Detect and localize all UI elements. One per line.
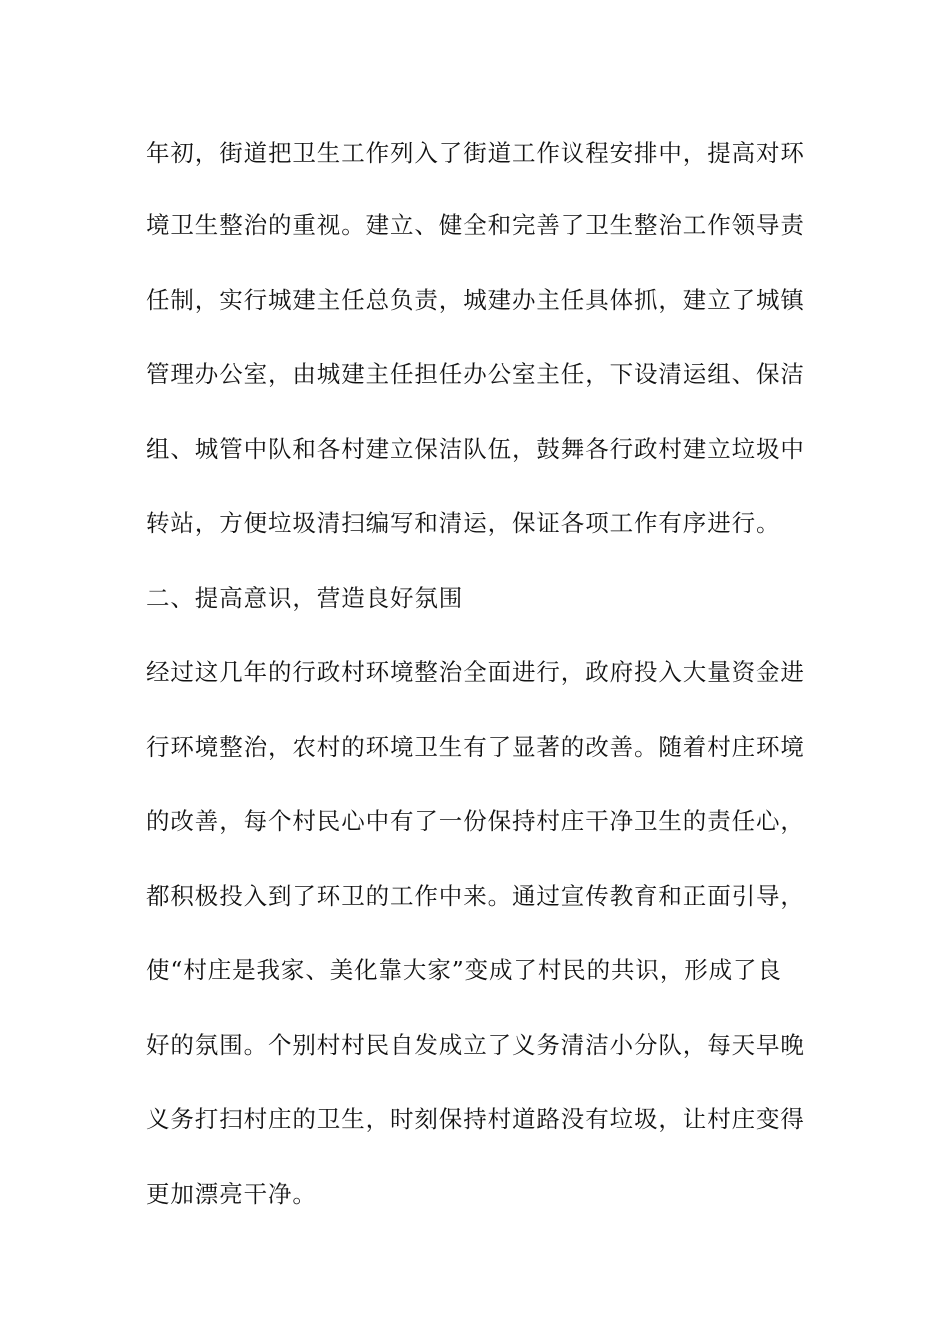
text-line: 境卫生整治的重视。建立、健全和完善了卫生整治工作领导责 [146,211,805,239]
text-line: 任制，实行城建主任总负责，城建办主任具体抓，建立了城镇 [146,286,805,314]
text-line: 都积极投入到了环卫的工作中来。通过宣传教育和正面引导， [146,882,805,910]
section-heading: 二、提高意识，营造良好氛围 [146,584,464,612]
text-line: 使“村庄是我家、美化靠大家”变成了村民的共识，形成了良 [146,956,782,984]
text-line: 义务打扫村庄的卫生，时刻保持村道路没有垃圾，让村庄变得 [146,1105,805,1133]
text-line: 组、城管中队和各村建立保洁队伍，鼓舞各行政村建立垃圾中 [146,435,805,463]
text-line: 经过这几年的行政村环境整治全面进行，政府投入大量资金进 [146,658,805,686]
text-line: 好的氛围。个别村村民自发成立了义务清洁小分队，每天早晚 [146,1031,805,1059]
text-line: 更加漂亮干净。 [146,1180,317,1208]
text-line: 年初，街道把卫生工作列入了街道工作议程安排中，提高对环 [146,139,805,167]
text-line: 转站，方便垃圾清扫编写和清运，保证各项工作有序进行。 [146,509,781,537]
text-line: 管理办公室，由城建主任担任办公室主任，下设清运组、保洁 [146,360,805,388]
text-line: 的改善，每个村民心中有了一份保持村庄干净卫生的责任心， [146,807,805,835]
text-line: 行环境整治，农村的环境卫生有了显著的改善。随着村庄环境 [146,733,805,761]
